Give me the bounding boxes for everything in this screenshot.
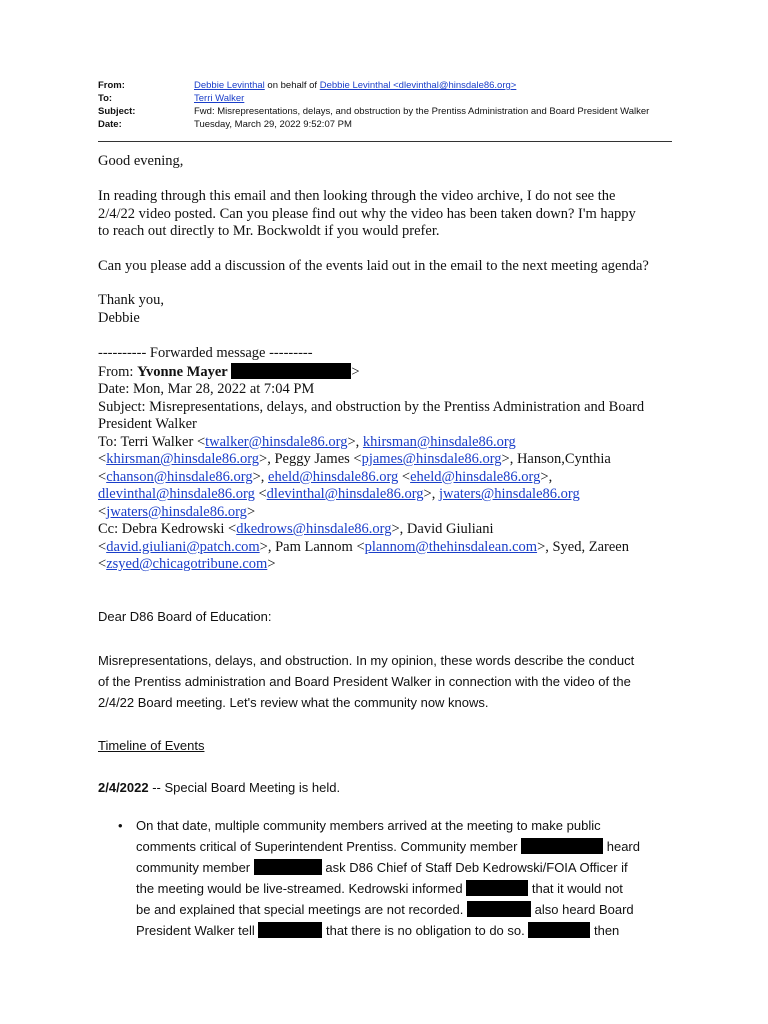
reply-paragraph-1: [98, 188, 678, 241]
event-text: -- Special Board Meeting is held.: [148, 780, 341, 795]
to-row: [98, 92, 672, 105]
from-label: From:: [98, 80, 125, 91]
forward-subject-1: Subject: Misrepresentations, delays, and obstruction by the Prentiss Administration and Board: [98, 398, 645, 415]
redaction-box: [466, 880, 528, 896]
header-divider: [98, 141, 672, 142]
letter-salutation: Dear D86 Board of Education:: [98, 609, 272, 624]
reply-paragraph-2: Can you please add a discussion of the events laid out in the email to the next meeting agenda?: [98, 258, 649, 274]
bullet-line-5: be and explained that special meetings are not recorded. also heard Board: [136, 902, 634, 917]
email-link[interactable]: jwaters@hinsdale86.org: [106, 503, 247, 520]
greeting: Good evening,: [98, 153, 184, 169]
sender-link[interactable]: Debbie Levinthal: [194, 80, 265, 91]
letter-p1-line-2: of the Prentiss administration and Board President Walker in connection with the video of the: [98, 674, 631, 689]
bullet-line-6: President Walker tell that there is no obligation to do so. then: [136, 923, 620, 938]
subject-label: Subject:: [98, 106, 136, 117]
letter-paragraph-1: [98, 650, 678, 713]
date-row: [98, 118, 672, 131]
email-link[interactable]: eheld@hinsdale86.org: [268, 468, 399, 485]
forward-to-1: To: Terri Walker <twalker@hinsdale86.org>, khirsman@hinsdale86.org: [98, 433, 516, 450]
sign-off: [98, 292, 678, 327]
forward-date: Date: Mon, Mar 28, 2022 at 7:04 PM: [98, 381, 315, 397]
redaction-box: [231, 363, 351, 379]
subject-row: [98, 105, 672, 118]
bullet-line-3: community member ask D86 Chief of Staff Deb Kedrowski/FOIA Officer if: [136, 860, 628, 875]
to-label: To:: [98, 93, 113, 104]
email-link[interactable]: dlevinthal@hinsdale86.org: [98, 486, 255, 502]
from-row: [98, 79, 672, 92]
timeline-heading: Timeline of Events: [98, 738, 205, 753]
event-date: 2/4/2022: [98, 780, 149, 795]
email-link[interactable]: pjames@hinsdale86.org: [361, 451, 502, 467]
date-value: Tuesday, March 29, 2022 9:52:07 PM: [194, 119, 352, 130]
behalf-text: on behalf of: [267, 80, 318, 91]
reply-p1-line-2: 2/4/22 video posted. Can you please find out why the video has been taken down? I'm happy: [98, 205, 636, 222]
redaction-box: [254, 859, 322, 875]
forward-divider: ---------- Forwarded message ---------: [98, 345, 313, 361]
email-link[interactable]: david.giuliani@patch.com: [106, 538, 260, 555]
letter-p1-line-1: Misrepresentations, delays, and obstruction. In my opinion, these words describe the conduct: [98, 653, 635, 668]
redaction-box: [258, 922, 322, 938]
forward-to-4: dlevinthal@hinsdale86.org <dlevinthal@hinsdale86.org>, jwaters@hinsdale86.org: [98, 486, 580, 502]
email-link[interactable]: plannom@thehinsdalean.com: [364, 538, 538, 555]
redaction-box: [521, 838, 603, 854]
bullet-line-4: the meeting would be live-streamed. Kedrowski informed that it would not: [136, 881, 623, 896]
forward-cc-3: <zsyed@chicagotribune.com>: [98, 556, 276, 572]
forward-cc-1: Cc: Debra Kedrowski <dkedrows@hinsdale86.org>, David Giuliani: [98, 521, 494, 537]
forward-from: From: Yvonne Mayer >: [98, 363, 360, 380]
sender-address-link[interactable]: Debbie Levinthal <dlevinthal@hinsdale86.org>: [319, 80, 517, 91]
email-link[interactable]: chanson@hinsdale86.org: [106, 468, 253, 485]
date-label: Date:: [98, 119, 122, 130]
from-value: [194, 79, 672, 92]
forward-to-2: <khirsman@hinsdale86.org>, Peggy James <pjames@hinsdale86.org>, Hanson,Cynthia: [98, 451, 611, 467]
email-link[interactable]: eheld@hinsdale86.org: [410, 468, 541, 485]
timeline-event: [98, 777, 678, 798]
bullet-icon: •: [118, 818, 123, 833]
subject-value: Fwd: Misrepresentations, delays, and obstruction by the Prentiss Administration and Board President Walker: [194, 106, 650, 117]
reply-p1-line-1: In reading through this email and then looking through the video archive, I do not see the: [98, 188, 616, 204]
forward-cc-2: <david.giuliani@patch.com>, Pam Lannom <plannom@thehinsdalean.com>, Syed, Zareen: [98, 538, 629, 555]
redaction-box: [528, 922, 590, 938]
forward-to-5: <jwaters@hinsdale86.org>: [98, 503, 256, 520]
email-link[interactable]: dkedrows@hinsdale86.org: [236, 521, 392, 537]
email-header: [98, 79, 672, 131]
email-link[interactable]: dlevinthal@hinsdale86.org: [266, 486, 424, 502]
email-link[interactable]: jwaters@hinsdale86.org: [438, 486, 580, 502]
letter-p1-line-3: 2/4/22 Board meeting. Let's review what the community now knows.: [98, 695, 489, 710]
bullet-line-1: On that date, multiple community members arrived at the meeting to make public: [136, 818, 601, 833]
email-link[interactable]: khirsman@hinsdale86.org: [106, 451, 260, 467]
forwarded-message: [98, 345, 678, 574]
thanks-line: Thank you,: [98, 292, 165, 308]
forward-subject-2: President Walker: [98, 416, 197, 432]
forward-to-3: <chanson@hinsdale86.org>, eheld@hinsdale86.org <eheld@hinsdale86.org>,: [98, 468, 553, 485]
email-link[interactable]: khirsman@hinsdale86.org: [362, 433, 516, 450]
email-link[interactable]: twalker@hinsdale86.org: [205, 433, 348, 450]
bullet-item: [136, 815, 676, 941]
signature: Debbie: [98, 309, 140, 326]
forward-sender-name: Yvonne Mayer: [137, 363, 228, 380]
reply-p1-line-3: to reach out directly to Mr. Bockwoldt if you would prefer.: [98, 223, 440, 239]
bullet-line-2: comments critical of Superintendent Prentiss. Community member heard: [136, 839, 640, 854]
email-link[interactable]: zsyed@chicagotribune.com: [106, 556, 268, 572]
redaction-box: [467, 901, 531, 917]
recipient-link[interactable]: Terri Walker: [194, 93, 245, 104]
